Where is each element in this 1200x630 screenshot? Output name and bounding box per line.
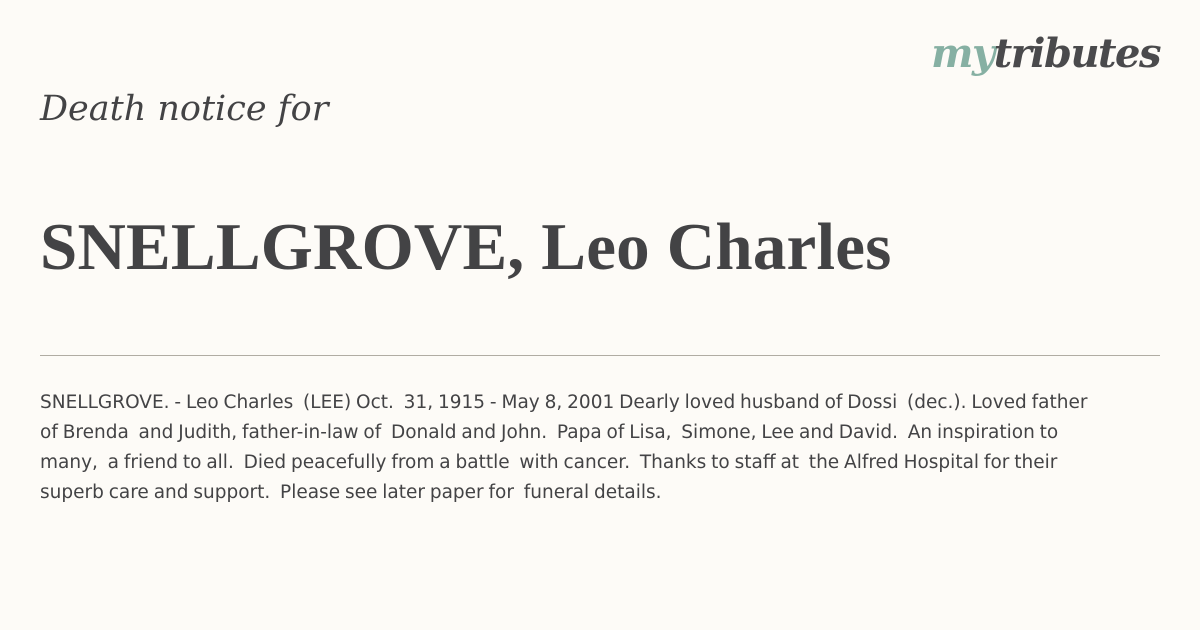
notice-label: Death notice for [40,89,329,129]
logo-my-text: my [931,30,994,77]
deceased-name: SNELLGROVE, Leo Charles [40,210,892,284]
notice-body-text: SNELLGROVE. - Leo Charles (LEE) Oct. 31, 1915 - May 8, 2001 Dearly loved husband of Dossi (dec.). Loved father of Brenda and Judith, father-in-law of Donald and John. Papa of Lisa, Simone, Lee and David. An inspiration to many, a friend to all. Died peacefully from a battle with cancer. Thanks to staff at the Alfred Hospital for their superb care and support. Please see later paper for funeral details. [40,392,1093,503]
divider [40,355,1160,356]
logo-tributes-text: tributes [993,30,1160,77]
mytributes-logo[interactable] [931,30,1160,77]
